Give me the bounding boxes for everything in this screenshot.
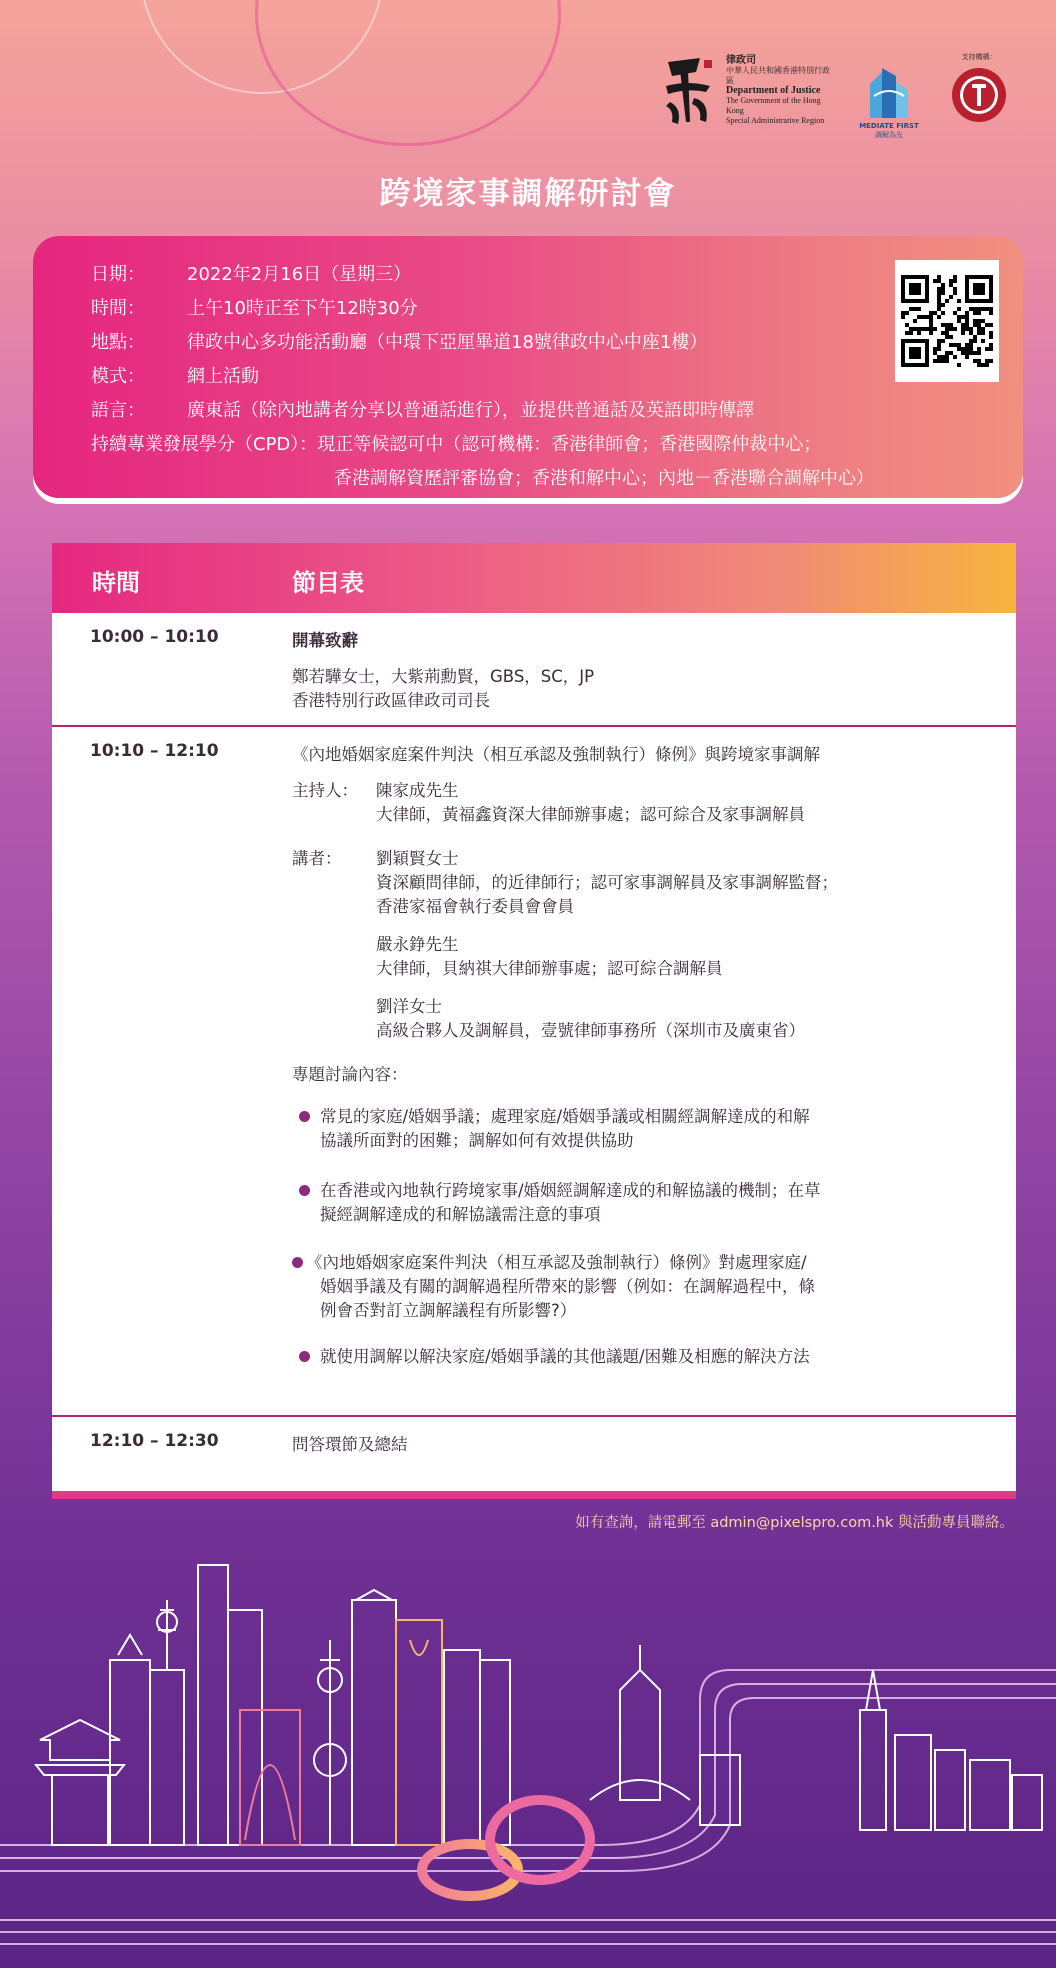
session-time: 10:10 – 12:10: [90, 741, 219, 761]
doj-seal-icon: [660, 52, 718, 130]
topic-line: 在香港或內地執行跨境家事/婚姻經調解達成的和解協議的機制；在草: [320, 1181, 821, 1200]
venue-row: [91, 326, 874, 360]
date-row: [91, 258, 874, 292]
decorative-ring: [255, 0, 561, 146]
header-programme: 節目表: [292, 569, 364, 597]
doj-name-en: Department of Justice: [726, 85, 821, 96]
session-time: 10:00 – 10:10: [90, 627, 219, 647]
topic-line: 擬經調解達成的和解協議需注意的事項: [320, 1205, 601, 1224]
speaker-name: 劉穎賢女士: [376, 849, 459, 868]
language-label: 語言：: [91, 400, 145, 421]
mode-value: 網上活動: [187, 366, 259, 387]
doj-name-en-2: The Government of the Hong Kong: [726, 96, 821, 115]
mediate-first-logo: [854, 62, 924, 140]
law-society-seal-icon: [950, 66, 1008, 124]
cpd-line-2: 香港調解資歷評審協會；香港和解中心；內地－香港聯合調解中心）: [334, 468, 874, 489]
mediate-first-label-cn: 調解為先: [875, 131, 903, 139]
mode-row: [91, 360, 874, 394]
topics-label: 專題討論內容：: [292, 1065, 408, 1084]
host-name: 陳家成先生: [376, 781, 459, 800]
speaker-description: 香港家福會執行委員會會員: [376, 897, 574, 916]
session-title: 開幕致辭: [292, 631, 358, 650]
speaker-line: 鄭若驊女士，大紫荊勳賢，GBS，SC，JP: [292, 667, 595, 686]
contact-line: 如有查詢，請電郵至 admin@pixelspro.com.hk 與活動專員聯絡。: [575, 1515, 1014, 1531]
session-title: 問答環節及總結: [292, 1435, 408, 1454]
venue-label: 地點：: [91, 332, 145, 353]
bullet-icon: [299, 1111, 310, 1122]
mediate-first-label: MEDIATE FIRST: [859, 122, 919, 130]
session-title: 《內地婚姻家庭案件判決（相互承認及強制執行）條例》與跨境家事調解: [292, 745, 820, 764]
topic-line: 《內地婚姻家庭案件判決（相互承認及強制執行）條例》對處理家庭/: [306, 1253, 807, 1272]
logo-bar: [660, 52, 1016, 140]
session-time: 12:10 – 12:30: [90, 1431, 219, 1451]
mode-label: 模式：: [91, 366, 145, 387]
programme-header: [52, 543, 1016, 613]
speaker-label: 講者：: [292, 849, 342, 868]
topic-line: 就使用調解以解決家庭/婚姻爭議的其他議題/困難及相應的解決方法: [320, 1347, 810, 1366]
city-skyline-illustration: [0, 1560, 1056, 1968]
topic-line: 婚姻爭議及有關的調解過程所帶來的影響（例如：在調解過程中，條: [320, 1277, 815, 1296]
supporter-label: 支持機構：: [961, 53, 997, 61]
decorative-ring: [140, 0, 384, 94]
law-society-logo: [942, 52, 1016, 124]
host-label: 主持人：: [292, 781, 358, 800]
topic-line: 常見的家庭/婚姻爭議；處理家庭/婚姻爭議或相關經調解達成的和解: [320, 1107, 810, 1126]
doj-name-cn-sub: 中華人民共和國香港特別行政區: [726, 66, 830, 85]
programme-table: [52, 543, 1016, 1499]
time-row: [91, 292, 874, 326]
speaker-name: 嚴永錚先生: [376, 935, 459, 954]
bullet-icon: [299, 1351, 310, 1362]
doj-name-en-3: Special Administrative Region: [726, 116, 825, 125]
mediate-first-icon: [864, 62, 914, 120]
date-label: 日期：: [91, 264, 145, 285]
header-time: 時間: [92, 569, 140, 597]
speaker-description: 高級合夥人及調解員，壹號律師事務所（深圳市及廣東省）: [376, 1021, 805, 1040]
time-value: 上午10時正至下午12時30分: [187, 298, 418, 319]
speaker-description: 大律師，貝納祺大律師辦事處；認可綜合調解員: [376, 959, 723, 978]
cpd-line-1: 持續專業發展學分（CPD）：現正等候認可中（認可機構：香港律師會；香港國際仲裁中心；: [91, 434, 822, 455]
topic-line: 例會否對訂立調解議程有所影響?）: [320, 1301, 577, 1320]
qr-code[interactable]: [895, 260, 999, 382]
doj-name-cn: 律政司: [726, 55, 756, 66]
bullet-icon: [299, 1185, 310, 1196]
event-title: 跨境家事調解研討會: [379, 176, 677, 212]
bullet-icon: [292, 1257, 303, 1268]
speaker-description: 資深顧問律師，的近律師行；認可家事調解員及家事調解監督；: [376, 873, 838, 892]
date-value: 2022年2月16日（星期三）: [187, 264, 412, 285]
session-main: [52, 727, 1016, 1417]
language-row: [91, 394, 874, 428]
speaker-name: 劉洋女士: [376, 997, 442, 1016]
doj-logo: [660, 52, 836, 130]
session-opening: [52, 613, 1016, 727]
language-value: 廣東話（除內地講者分享以普通話進行），並提供普通話及英語即時傳譯: [187, 400, 754, 421]
session-qa: [52, 1417, 1016, 1477]
time-label: 時間：: [91, 298, 145, 319]
topic-line: 協議所面對的困難；調解如何有效提供協助: [320, 1131, 634, 1150]
speaker-line: 香港特別行政區律政司司長: [292, 691, 490, 710]
venue-value: 律政中心多功能活動廳（中環下亞厘畢道18號律政中心中座1樓）: [187, 332, 708, 353]
host-description: 大律師，黃福鑫資深大律師辦事處；認可綜合及家事調解員: [376, 805, 805, 824]
event-info-card: [33, 236, 1023, 498]
